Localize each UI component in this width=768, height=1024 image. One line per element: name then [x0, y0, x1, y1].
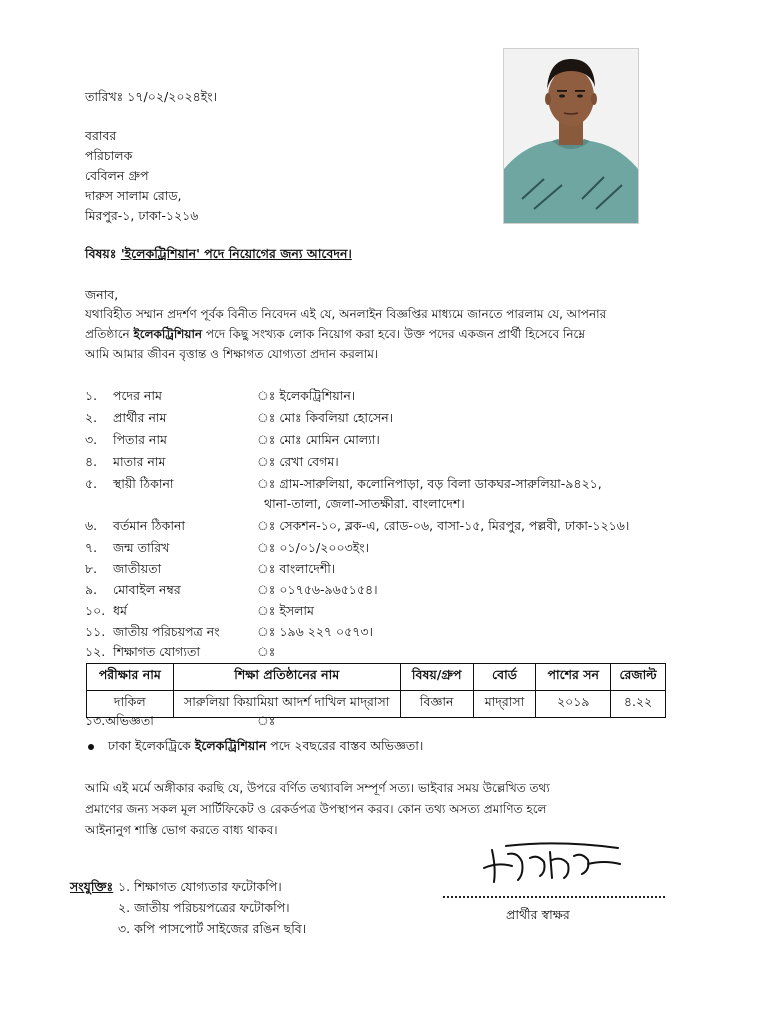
table-header: রেজাল্ট — [611, 664, 666, 691]
recipient-line: পরিচালক — [85, 148, 133, 163]
table-cell: মাদ্‌রাসা — [473, 691, 536, 718]
experience-colon: ঃ — [257, 713, 276, 728]
field-label-text: জাতীয়তা — [113, 561, 162, 576]
experience-label — [85, 713, 154, 733]
salutation: জনাব, — [85, 287, 119, 302]
field-label-text: অভিজ্ঞতা — [105, 713, 154, 728]
field-label — [85, 561, 255, 581]
attachment-item: ১. শিক্ষাগত যোগ্যতার ফটোকপি। — [118, 879, 282, 894]
intro-text: পদে কিছু সংখ্যক লোক নিয়োগ করা হবে। উক্ত পদের একজন প্রার্থী হিসেবে নিম্নে — [202, 327, 585, 341]
field-label-text: ধর্ম — [113, 603, 127, 618]
field-number: ৫. — [85, 476, 98, 491]
field-number: ১০. — [85, 603, 106, 618]
field-number: ৩. — [85, 432, 98, 447]
field-number: ৪. — [85, 454, 98, 469]
table-header: বিষয়/গ্রুপ — [400, 664, 473, 691]
recipient-line: মিরপুর-১, ঢাকা-১২১৬ — [85, 208, 199, 223]
field-label — [85, 518, 255, 538]
field-value: ঃ — [257, 644, 276, 659]
applicant-photo — [503, 48, 639, 224]
field-value: ঃ সেকশন-১০, ব্লক-এ, রোড-০৬, বাসা-১৫, মিরপুর, পল্লবী, ঢাকা-১২১৬। — [257, 518, 630, 533]
field-label — [85, 624, 255, 644]
field-number: ১৩. — [85, 713, 106, 728]
declaration-line: প্রমাণের জন্য সকল মূল সার্টিফিকেট ও রেকর্ডপত্র উপস্থাপন করব। কোন তথ্য অসত্য প্রমাণিত হলে — [85, 802, 547, 816]
table-header: বোর্ড — [473, 664, 536, 691]
intro-line: আমি আমার জীবন বৃত্তান্ত ও শিক্ষাগত যোগ্যতা প্রদান করলাম। — [85, 347, 379, 361]
field-label — [85, 476, 255, 496]
field-label-text: প্রার্থীর নাম — [113, 410, 167, 425]
intro-post-name: ইলেকট্রিশিয়ান — [133, 327, 203, 341]
attachment-item: ৩. কপি পাসপোর্ট সাইজের রঙিন ছবি। — [118, 921, 307, 936]
field-label-text: পিতার নাম — [113, 432, 167, 447]
field-number: ৬. — [85, 518, 98, 533]
field-number: ৭. — [85, 540, 98, 555]
field-number: ৯. — [85, 582, 98, 597]
field-value-continued: থানা-তালা, জেলা-সাতক্ষীরা. বাংলাদেশ। — [264, 496, 465, 511]
field-label — [85, 644, 255, 664]
field-value: ঃ মোঃ কিবলিয়া হোসেন। — [257, 410, 394, 425]
field-value: ঃ গ্রাম-সারুলিয়া, কলোনিপাড়া, বড় বিলা ডাকঘর-সারুলিয়া-৯৪২১, — [257, 476, 602, 491]
field-label — [85, 540, 255, 560]
field-label — [85, 388, 255, 408]
table-header: পরীক্ষার নাম — [87, 664, 174, 691]
experience-text: ঢাকা ইলেকট্রিকে — [108, 738, 195, 753]
field-number: ১২. — [85, 644, 106, 659]
recipient-line: বরাবর — [85, 128, 117, 143]
declaration-line: আমি এই মর্মে অঙ্গীকার করছি যে, উপরে বর্ণিত তথ্যাবলি সম্পূর্ণ সত্য। ভাইবার সময় উল্লেখিত তথ্য — [85, 781, 550, 795]
field-label — [85, 410, 255, 430]
field-label-text: মোবাইল নম্বর — [113, 582, 181, 597]
table-cell: বিজ্ঞান — [400, 691, 473, 718]
subject-text: 'ইলেকট্রিশিয়ান' পদে নিয়োগের জন্য আবেদন। — [120, 246, 352, 261]
attachments-title: সংযুক্তিঃ — [70, 879, 114, 894]
field-label — [85, 432, 255, 452]
recipient-line: বেবিলন গ্রুপ — [85, 168, 149, 183]
field-label-text: বর্তমান ঠিকানা — [113, 518, 186, 533]
table-cell: ৪.২২ — [611, 691, 666, 718]
date-line: তারিখঃ ১৭/০২/২০২৪ইং। — [85, 89, 218, 104]
attachment-item: ২. জাতীয় পরিচয়পত্রের ফটোকপি। — [118, 900, 290, 915]
field-label-text: জন্ম তারিখ — [113, 540, 170, 555]
field-number: ১. — [85, 388, 98, 403]
field-label — [85, 454, 255, 474]
recipient-line: দারুস সালাম রোড, — [85, 188, 182, 203]
table-row — [87, 691, 666, 718]
table-header: পাশের সন — [536, 664, 611, 691]
intro-text: প্রতিষ্ঠানে — [85, 327, 134, 341]
intro-line — [85, 326, 585, 346]
bullet-icon — [88, 744, 94, 750]
table-cell: সারুলিয়া কিয়ামিয়া আদর্শ দাখিল মাদ্‌রাসা — [173, 691, 400, 718]
table-header: শিক্ষা প্রতিষ্ঠানের নাম — [173, 664, 400, 691]
field-label-text: মাতার নাম — [113, 454, 166, 469]
experience-text: পদে ২বছরের বাস্তব অভিজ্ঞতা। — [266, 738, 424, 753]
signature-caption: প্রার্থীর স্বাক্ষর — [506, 907, 570, 922]
signature-line — [443, 896, 665, 898]
field-value: ঃ ইলেকট্রিশিয়ান। — [257, 388, 356, 403]
field-number: ২. — [85, 410, 98, 425]
field-value: ঃ বাংলাদেশী। — [257, 561, 336, 576]
field-value: ঃ ১৯৬ ২২৭ ০৫৭৩। — [257, 624, 373, 639]
field-number: ১১. — [85, 624, 106, 639]
intro-line: যথাবিহীত সম্মান প্রদর্শণ পূর্বক বিনীত নিবেদন এই যে, অনলাইন বিজ্ঞপ্তির মাধ্যমে জানতে পারলাম যে, আপনার — [85, 307, 607, 321]
field-label-text: স্থায়ী ঠিকানা — [113, 476, 174, 491]
handwritten-signature — [478, 838, 628, 893]
field-value: ঃ ০১/০১/২০০৩ইং। — [257, 540, 370, 555]
education-table — [86, 663, 666, 718]
field-value: ঃ মোঃ মোমিন মোল্যা। — [257, 432, 380, 447]
table-header-row — [87, 664, 666, 691]
field-value: ঃ ইসলাম — [257, 603, 314, 618]
field-label-text: পদের নাম — [113, 388, 162, 403]
field-label — [85, 582, 255, 602]
subject-prefix: বিষয়ঃ — [85, 246, 121, 261]
declaration-line: আইনানুগ শাস্তি ভোগ করতে বাধ্য থাকব। — [85, 823, 278, 837]
experience-bullet — [88, 738, 423, 758]
field-label — [85, 603, 255, 623]
field-value: ঃ রেখা বেগম। — [257, 454, 339, 469]
table-cell: দাকিল — [87, 691, 174, 718]
field-label-text: শিক্ষাগত যোগ্যতা — [113, 644, 200, 659]
field-value: ঃ ০১৭৫৬-৯৬৫১৫৪। — [257, 582, 378, 597]
field-number: ৮. — [85, 561, 98, 576]
experience-post-name: ইলেকট্রিশিয়ান — [194, 738, 267, 753]
table-cell: ২০১৯ — [536, 691, 611, 718]
subject-line — [85, 246, 352, 266]
field-label-text: জাতীয় পরিচয়পত্র নং — [113, 624, 220, 639]
